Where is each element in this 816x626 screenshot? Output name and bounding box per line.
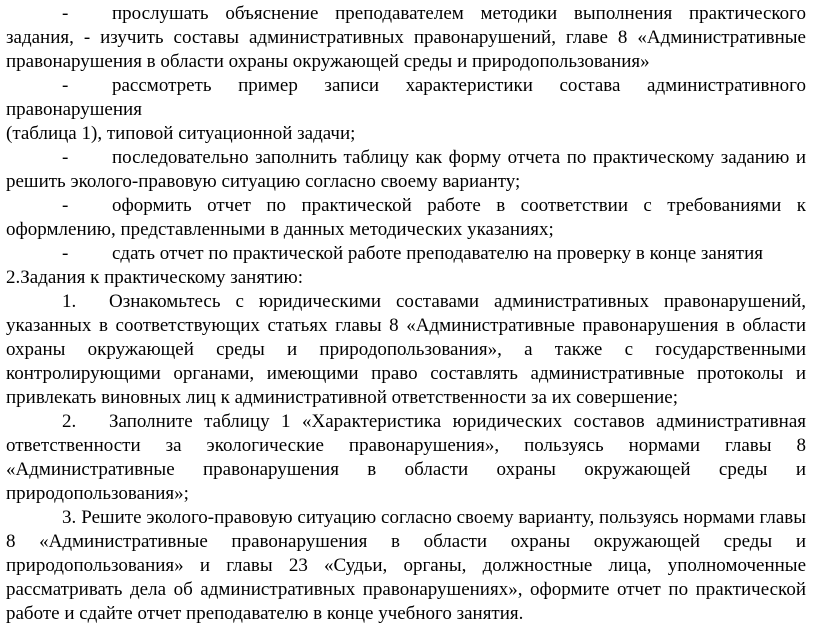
bullet-text: последовательно заполнить таблицу как форму отчета по практическому заданию и решить эколого-правовую ситуацию согласно своему варианту;: [6, 147, 806, 192]
bullet-dash: -: [62, 147, 69, 168]
table-reference-line: (таблица 1), типовой ситуационной задачи;: [6, 123, 356, 144]
bullet-text: оформить отчет по практической работе в соответствии с требованиями к оформлению, представленными в данных методических указаниях;: [6, 195, 806, 240]
bullet-dash: -: [62, 3, 69, 24]
bullet-item-listen: [6, 2, 806, 74]
bullet-item-submit-report: [6, 242, 806, 266]
bullet-dash: -: [62, 195, 69, 216]
bullet-dash: -: [62, 243, 69, 264]
bullet-dash: -: [62, 75, 69, 96]
bullet-text: рассмотреть пример записи характеристики состава административного правонарушения: [6, 75, 806, 120]
task-item-2: [6, 410, 806, 506]
task-text: Ознакомьтесь с юридическими составами административных правонарушений, указанных в соответствующих статьях главы 8 «Административные правонарушения в области охраны окружающей среды и природопользования», а также с государственными контролирующими органами, имеющими право составлять административные протоколы и привлекать виновных лиц к административной ответственности за их совершение;: [6, 291, 806, 408]
bullet-item-format-report: [6, 194, 806, 242]
task-text: Решите эколого-правовую ситуацию согласно своему варианту, пользуясь нормами главы 8 «Административные правонарушения в области охраны окружающей среды и природопользования» и главы 23 «Судьи, органы, должностные лица, уполномоченные рассматривать дела об административных правонарушениях», оформите отчет по практической работе и сдайте отчет преподавателю в конце учебного занятия.: [6, 507, 806, 624]
task-item-1: [6, 290, 806, 410]
bullet-item-fill-table: [6, 146, 806, 194]
bullet-item-review-example: [6, 74, 806, 122]
task-number: 2.: [62, 411, 77, 432]
section-heading: 2.Задания к практическому занятию:: [6, 267, 304, 288]
task-number: 3.: [62, 507, 77, 528]
bullet-text: прослушать объяснение преподавателем методики выполнения практического задания, - изучить составы административных правонарушений, главе 8 «Административные правонарушения в области охраны окружающей среды и природопользования»: [6, 3, 806, 72]
bullet-text: сдать отчет по практической работе преподавателю на проверку в конце занятия: [112, 243, 763, 264]
task-item-3: [6, 506, 806, 626]
task-number: 1.: [62, 291, 77, 312]
task-text: Заполните таблицу 1 «Характеристика юридических составов административная ответственности за экологические правонарушения», пользуясь нормами главы 8 «Административные правонарушения в области охраны окружающей среды и природопользования»;: [6, 411, 806, 504]
